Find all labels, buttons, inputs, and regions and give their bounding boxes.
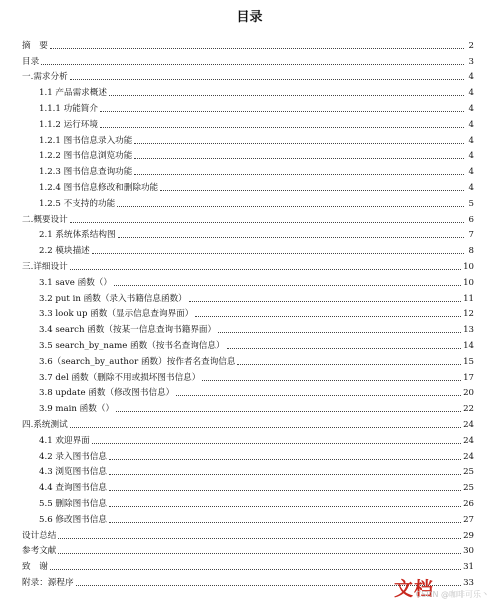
dot-leader: [118, 237, 464, 238]
toc-entry[interactable]: [22, 178, 474, 194]
toc-entry-label: 1.1.2 运行环境: [39, 119, 98, 130]
dot-leader: [202, 380, 461, 381]
toc-entry-page-number: 15: [463, 356, 474, 367]
toc-entry[interactable]: [22, 273, 474, 289]
toc-entry[interactable]: [22, 68, 474, 84]
toc-entry-page-number: 2: [468, 40, 474, 51]
dot-leader: [134, 158, 464, 159]
toc-entry[interactable]: [22, 478, 474, 494]
toc-entry-page-number: 10: [463, 277, 474, 288]
dot-leader: [218, 332, 461, 333]
toc-entry-label: 3.6（search_by_author 函数）按作者名查询信息: [39, 356, 236, 367]
dot-leader: [70, 79, 464, 80]
toc-entry-label: 3.4 search 函数（按某一信息查询书籍界面）: [39, 325, 217, 336]
toc-entry-label: 三.详细设计: [22, 261, 68, 272]
toc-entry-label: 摘 要: [22, 40, 48, 51]
dot-leader: [58, 553, 461, 554]
dot-leader: [109, 522, 461, 523]
toc-entry-label: 4.1 欢迎界面: [39, 435, 90, 446]
toc-entry[interactable]: [22, 415, 474, 431]
dot-leader: [116, 411, 461, 412]
toc-entry-page-number: 4: [468, 151, 474, 162]
toc-entry-label: 5.5 删除图书信息: [39, 498, 107, 509]
dot-leader: [237, 364, 461, 365]
toc-entry[interactable]: [22, 384, 474, 400]
toc-entry-label: 3.9 main 函数（）: [39, 404, 115, 415]
toc-entry-page-number: 4: [468, 72, 474, 83]
toc-entry[interactable]: [22, 257, 474, 273]
toc-entry-label: 四.系统测试: [22, 419, 68, 430]
toc-entry[interactable]: [22, 99, 474, 115]
toc-entry-label: 4.3 浏览图书信息: [39, 467, 107, 478]
dot-leader: [92, 253, 464, 254]
toc-entry-page-number: 12: [463, 309, 474, 320]
dot-leader: [70, 427, 461, 428]
dot-leader: [117, 206, 464, 207]
dot-leader: [109, 95, 464, 96]
toc-entry-label: 目录: [22, 56, 40, 67]
toc-entry-page-number: 31: [463, 562, 474, 573]
toc-entry-label: 1.2.2 图书信息浏览功能: [39, 151, 133, 162]
toc-entry-label: 2.2 模块描述: [39, 246, 90, 257]
toc-entry[interactable]: [22, 36, 474, 52]
toc-entry-page-number: 26: [463, 498, 474, 509]
toc-entry-page-number: 22: [463, 404, 474, 415]
dot-leader: [109, 506, 461, 507]
toc-entry[interactable]: [22, 399, 474, 415]
toc-entry-page-number: 24: [463, 435, 474, 446]
toc-entry-page-number: 25: [463, 483, 474, 494]
toc-entry[interactable]: [22, 115, 474, 131]
toc-entry-page-number: 8: [468, 246, 474, 257]
dot-leader: [160, 190, 464, 191]
toc-entry-page-number: 4: [468, 88, 474, 99]
dot-leader: [100, 111, 464, 112]
toc-entry[interactable]: [22, 336, 474, 352]
dot-leader: [189, 301, 461, 302]
toc-entry-label: 4.4 查询图书信息: [39, 483, 107, 494]
dot-leader: [50, 569, 461, 570]
csdn-watermark: CSDN @咖啡可乐丶: [415, 590, 489, 599]
page-title: 目录: [236, 10, 263, 25]
toc-entry[interactable]: [22, 194, 474, 210]
toc-entry-page-number: 33: [463, 577, 474, 588]
toc-entry-page-number: 7: [468, 230, 474, 241]
toc-entry[interactable]: [22, 83, 474, 99]
toc-entry-label: 3.2 put in 函数（录入书籍信息函数）: [39, 293, 187, 304]
dot-leader: [70, 269, 461, 270]
toc-entry-label: 4.2 录入图书信息: [39, 451, 107, 462]
toc-entry[interactable]: [22, 494, 474, 510]
toc-entry[interactable]: [22, 226, 474, 242]
toc-entry[interactable]: [22, 52, 474, 68]
toc-entry-label: 致 谢: [22, 562, 48, 573]
toc-entry-page-number: 4: [468, 167, 474, 178]
dot-leader: [109, 474, 461, 475]
table-of-contents: [22, 36, 474, 589]
toc-entry-page-number: 4: [468, 182, 474, 193]
toc-entry-label: 3.8 update 函数（修改图书信息）: [39, 388, 175, 399]
toc-entry[interactable]: [22, 210, 474, 226]
toc-entry-page-number: 29: [463, 530, 474, 541]
toc-entry-page-number: 24: [463, 419, 474, 430]
toc-entry[interactable]: [22, 320, 474, 336]
toc-entry-page-number: 4: [468, 119, 474, 130]
toc-entry-label: 2.1 系统体系结构图: [39, 230, 116, 241]
toc-entry[interactable]: [22, 289, 474, 305]
toc-entry-page-number: 24: [463, 451, 474, 462]
toc-entry-page-number: 17: [463, 372, 474, 383]
dot-leader: [134, 174, 464, 175]
toc-entry-label: 参考文献: [22, 546, 57, 557]
dot-leader: [227, 348, 461, 349]
watermark-stamp: 文档: [394, 578, 435, 600]
toc-entry-label: 1.2.3 图书信息查询功能: [39, 167, 133, 178]
toc-entry[interactable]: [22, 352, 474, 368]
dot-leader: [100, 127, 464, 128]
toc-entry[interactable]: [22, 542, 474, 558]
toc-entry-label: 5.6 修改图书信息: [39, 514, 107, 525]
toc-entry-label: 1.1 产品需求概述: [39, 88, 107, 99]
toc-entry-page-number: 30: [463, 546, 474, 557]
toc-entry[interactable]: [22, 463, 474, 479]
toc-entry-label: 附录：源程序: [22, 577, 74, 588]
toc-entry[interactable]: [22, 305, 474, 321]
toc-entry-page-number: 10: [463, 261, 474, 272]
toc-entry[interactable]: [22, 162, 474, 178]
dot-leader: [41, 64, 464, 65]
toc-entry[interactable]: [22, 431, 474, 447]
toc-entry-label: 3.3 look up 函数（显示信息查询界面）: [39, 309, 194, 320]
toc-entry-page-number: 11: [463, 293, 474, 304]
dot-leader: [70, 222, 464, 223]
toc-entry[interactable]: [22, 447, 474, 463]
toc-entry[interactable]: [22, 147, 474, 163]
toc-entry-page-number: 13: [463, 325, 474, 336]
dot-leader: [50, 48, 464, 49]
dot-leader: [176, 395, 461, 396]
toc-entry-label: 一.需求分析: [22, 72, 68, 83]
toc-entry-label: 3.5 search_by_name 函数（按书名查询信息）: [39, 340, 225, 351]
toc-entry-page-number: 25: [463, 467, 474, 478]
dot-leader: [195, 316, 461, 317]
toc-entry-label: 3.1 save 函数（）: [39, 277, 112, 288]
toc-entry-label: 1.2.1 图书信息录入功能: [39, 135, 133, 146]
dot-leader: [58, 538, 461, 539]
toc-entry-page-number: 3: [468, 56, 474, 67]
toc-entry-page-number: 20: [463, 388, 474, 399]
toc-entry-page-number: 27: [463, 514, 474, 525]
toc-entry-page-number: 4: [468, 135, 474, 146]
dot-leader: [109, 490, 461, 491]
dot-leader: [109, 459, 461, 460]
toc-entry-label: 二.概要设计: [22, 214, 68, 225]
toc-entry-label: 1.2.4 图书信息修改和删除功能: [39, 182, 159, 193]
toc-entry-label: 1.1.1 功能简介: [39, 103, 98, 114]
toc-entry-page-number: 6: [468, 214, 474, 225]
dot-leader: [134, 143, 464, 144]
toc-entry[interactable]: [22, 241, 474, 257]
dot-leader: [114, 285, 461, 286]
toc-entry[interactable]: [22, 526, 474, 542]
toc-entry-label: 设计总结: [22, 530, 57, 541]
toc-entry-page-number: 5: [468, 198, 474, 209]
toc-entry[interactable]: [22, 557, 474, 573]
toc-entry-label: 1.2.5 不支持的功能: [39, 198, 116, 209]
toc-entry[interactable]: [22, 131, 474, 147]
toc-entry[interactable]: [22, 368, 474, 384]
toc-entry-label: 3.7 del 函数（删除不用或损坏图书信息）: [39, 372, 201, 383]
dot-leader: [92, 443, 461, 444]
toc-entry[interactable]: [22, 510, 474, 526]
toc-entry-page-number: 14: [463, 340, 474, 351]
toc-entry-page-number: 4: [468, 103, 474, 114]
